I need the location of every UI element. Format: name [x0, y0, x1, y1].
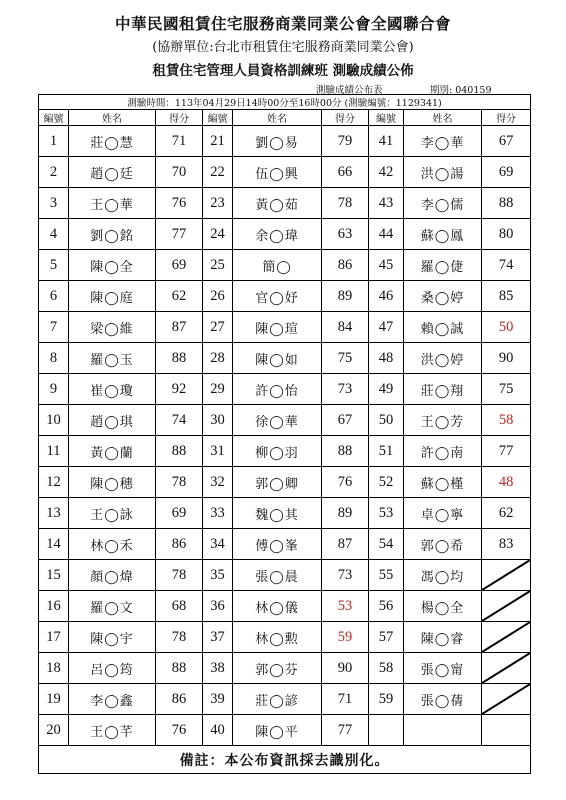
column-header-row [39, 110, 531, 126]
entry-number: 37 [203, 622, 233, 653]
entry-name: 賴◯誠 [404, 312, 482, 343]
entry-name: 陳◯宇 [69, 622, 156, 653]
entry-name: 梁◯維 [69, 312, 156, 343]
entry-number: 49 [369, 374, 404, 405]
entry-name: 陳◯如 [233, 343, 322, 374]
entry-score: 90 [322, 653, 369, 684]
entry-name: 顏◯煒 [69, 560, 156, 591]
table-row [39, 498, 531, 529]
entry-name: 黃◯蘭 [69, 436, 156, 467]
strike-line [482, 591, 530, 621]
entry-score: 87 [156, 312, 203, 343]
entry-name: 劉◯易 [233, 126, 322, 157]
entry-name: 羅◯文 [69, 591, 156, 622]
table-row [39, 312, 531, 343]
entry-number: 43 [369, 188, 404, 219]
entry-score: 67 [482, 126, 531, 157]
entry-number: 16 [39, 591, 69, 622]
entry-score [482, 715, 531, 746]
entry-score: 76 [156, 715, 203, 746]
entry-name: 許◯怡 [233, 374, 322, 405]
column-header: 得分 [322, 110, 369, 126]
entry-number: 54 [369, 529, 404, 560]
entry-score: 80 [482, 219, 531, 250]
entry-number: 17 [39, 622, 69, 653]
entry-name: 陳◯庭 [69, 281, 156, 312]
entry-number: 31 [203, 436, 233, 467]
entry-name: 洪◯諹 [404, 157, 482, 188]
entry-number: 11 [39, 436, 69, 467]
entry-number: 46 [369, 281, 404, 312]
entry-name: 莊◯慧 [69, 126, 156, 157]
entry-name: 黃◯茹 [233, 188, 322, 219]
entry-name: 魏◯其 [233, 498, 322, 529]
table-row [39, 126, 531, 157]
table-row [39, 622, 531, 653]
entry-score: 86 [322, 250, 369, 281]
entry-score: 74 [482, 250, 531, 281]
entry-name: 趙◯廷 [69, 157, 156, 188]
table-row [39, 436, 531, 467]
entry-score: 75 [322, 343, 369, 374]
entry-number: 40 [203, 715, 233, 746]
entry-score: 78 [156, 622, 203, 653]
entry-number: 22 [203, 157, 233, 188]
entry-number: 38 [203, 653, 233, 684]
entry-name: 徐◯華 [233, 405, 322, 436]
entry-name: 桑◯婷 [404, 281, 482, 312]
entry-name: 許◯南 [404, 436, 482, 467]
entry-number: 52 [369, 467, 404, 498]
entry-score: 88 [156, 653, 203, 684]
entry-number: 30 [203, 405, 233, 436]
entry-name: 崔◯瓊 [69, 374, 156, 405]
strike-line [482, 653, 530, 683]
entry-score: 69 [482, 157, 531, 188]
entry-number: 6 [39, 281, 69, 312]
entry-number: 35 [203, 560, 233, 591]
absent-score-cell [482, 684, 531, 715]
entry-score: 77 [482, 436, 531, 467]
entry-name: 張◯蒨 [404, 684, 482, 715]
entry-number: 8 [39, 343, 69, 374]
entry-name: 余◯瑋 [233, 219, 322, 250]
entry-name: 林◯勲 [233, 622, 322, 653]
table-row [39, 405, 531, 436]
entry-name: 張◯甯 [404, 653, 482, 684]
entry-score: 89 [322, 281, 369, 312]
entry-number: 4 [39, 219, 69, 250]
entry-number: 1 [39, 126, 69, 157]
entry-score: 78 [322, 188, 369, 219]
entry-number: 15 [39, 560, 69, 591]
entry-score: 74 [156, 405, 203, 436]
entry-name: 郭◯芬 [233, 653, 322, 684]
column-header: 姓名 [233, 110, 322, 126]
entry-number: 19 [39, 684, 69, 715]
entry-name: 林◯儀 [233, 591, 322, 622]
entry-score: 67 [322, 405, 369, 436]
entry-score: 62 [156, 281, 203, 312]
footer-note: 備註：本公布資訊採去識別化。 [39, 746, 531, 774]
table-row [39, 343, 531, 374]
table-row [39, 157, 531, 188]
entry-number: 32 [203, 467, 233, 498]
entry-score: 89 [322, 498, 369, 529]
entry-number: 34 [203, 529, 233, 560]
entry-score: 68 [156, 591, 203, 622]
entry-number: 33 [203, 498, 233, 529]
column-header: 編號 [39, 110, 69, 126]
entry-score: 92 [156, 374, 203, 405]
entry-score: 63 [322, 219, 369, 250]
entry-number: 47 [369, 312, 404, 343]
entry-score: 62 [482, 498, 531, 529]
entry-name: 官◯妤 [233, 281, 322, 312]
entry-name: 伍◯興 [233, 157, 322, 188]
absent-score-cell [482, 591, 531, 622]
entry-number: 7 [39, 312, 69, 343]
entry-name: 蘇◯槿 [404, 467, 482, 498]
entry-score: 88 [482, 188, 531, 219]
entry-score: 73 [322, 374, 369, 405]
entry-score: 90 [482, 343, 531, 374]
entry-name: 王◯芳 [404, 405, 482, 436]
strike-line [482, 622, 530, 652]
report-meta [0, 82, 566, 94]
entry-score: 48 [482, 467, 531, 498]
entry-number: 58 [369, 653, 404, 684]
entry-number: 2 [39, 157, 69, 188]
entry-score: 53 [322, 591, 369, 622]
entry-score: 71 [156, 126, 203, 157]
entry-score: 69 [156, 250, 203, 281]
entry-name: 陳◯平 [233, 715, 322, 746]
entry-number: 48 [369, 343, 404, 374]
entry-name: 洪◯婷 [404, 343, 482, 374]
table-row [39, 715, 531, 746]
entry-number: 57 [369, 622, 404, 653]
entry-name: 李◯華 [404, 126, 482, 157]
entry-score: 50 [482, 312, 531, 343]
footer-row [39, 746, 531, 774]
table-row [39, 219, 531, 250]
entry-number: 51 [369, 436, 404, 467]
entry-number: 12 [39, 467, 69, 498]
entry-number: 14 [39, 529, 69, 560]
entry-score: 77 [322, 715, 369, 746]
entry-score: 79 [322, 126, 369, 157]
entry-number: 59 [369, 684, 404, 715]
entry-number: 50 [369, 405, 404, 436]
column-header: 編號 [203, 110, 233, 126]
entry-number: 36 [203, 591, 233, 622]
column-header: 編號 [369, 110, 404, 126]
entry-name: 劉◯銘 [69, 219, 156, 250]
strike-line [482, 684, 530, 714]
entry-name: 陳◯全 [69, 250, 156, 281]
entry-name: 莊◯翔 [404, 374, 482, 405]
entry-number: 28 [203, 343, 233, 374]
entry-score: 86 [156, 684, 203, 715]
entry-score: 70 [156, 157, 203, 188]
entry-name: 王◯華 [69, 188, 156, 219]
entry-name: 李◯儒 [404, 188, 482, 219]
entry-number: 24 [203, 219, 233, 250]
entry-number: 3 [39, 188, 69, 219]
entry-score: 83 [482, 529, 531, 560]
entry-name [404, 715, 482, 746]
entry-number: 27 [203, 312, 233, 343]
entry-number [369, 715, 404, 746]
entry-name: 卓◯寧 [404, 498, 482, 529]
entry-name: 楊◯全 [404, 591, 482, 622]
organizer-line: (協辦單位:台北市租賃住宅服務商業同業公會) [152, 40, 414, 55]
exam-info-row [39, 95, 531, 110]
entry-number: 42 [369, 157, 404, 188]
entry-name: 王◯詠 [69, 498, 156, 529]
entry-number: 18 [39, 653, 69, 684]
entry-score: 76 [322, 467, 369, 498]
entry-number: 20 [39, 715, 69, 746]
entry-name: 羅◯玉 [69, 343, 156, 374]
column-header: 得分 [156, 110, 203, 126]
strike-line [482, 560, 530, 590]
entry-name: 莊◯諺 [233, 684, 322, 715]
table-row [39, 374, 531, 405]
entry-score: 69 [156, 498, 203, 529]
entry-score: 58 [482, 405, 531, 436]
exam-info: 測驗時間：113年04月29日14時00分至16時00分 (測驗編號：1129341) [39, 95, 531, 110]
entry-name: 柳◯羽 [233, 436, 322, 467]
entry-number: 13 [39, 498, 69, 529]
entry-name: 李◯鑫 [69, 684, 156, 715]
entry-score: 66 [322, 157, 369, 188]
column-header: 得分 [482, 110, 531, 126]
entry-name: 趙◯琪 [69, 405, 156, 436]
entry-name: 傅◯峯 [233, 529, 322, 560]
entry-name: 郭◯卿 [233, 467, 322, 498]
entry-number: 9 [39, 374, 69, 405]
entry-score: 88 [322, 436, 369, 467]
entry-name: 陳◯瑄 [233, 312, 322, 343]
document-subtitle: 租賃住宅管理人員資格訓練班 測驗成績公佈 [152, 63, 414, 79]
entry-name: 林◯禾 [69, 529, 156, 560]
absent-score-cell [482, 560, 531, 591]
entry-score: 88 [156, 436, 203, 467]
entry-number: 5 [39, 250, 69, 281]
column-header: 姓名 [404, 110, 482, 126]
entry-name: 馮◯均 [404, 560, 482, 591]
entry-name: 郭◯希 [404, 529, 482, 560]
table-row [39, 684, 531, 715]
entry-score: 76 [156, 188, 203, 219]
report-label: 測驗成績公布表 [316, 85, 383, 96]
entry-number: 26 [203, 281, 233, 312]
entry-number: 29 [203, 374, 233, 405]
entry-name: 陳◯睿 [404, 622, 482, 653]
entry-name: 張◯晨 [233, 560, 322, 591]
table-row [39, 529, 531, 560]
entry-number: 41 [369, 126, 404, 157]
entry-score: 77 [156, 219, 203, 250]
entry-score: 85 [482, 281, 531, 312]
period-label: 期別: 040159 [430, 85, 492, 96]
entry-score: 87 [322, 529, 369, 560]
score-table [38, 94, 531, 774]
entry-score: 73 [322, 560, 369, 591]
column-header: 姓名 [69, 110, 156, 126]
table-row [39, 591, 531, 622]
document-title: 中華民國租賃住宅服務商業同業公會全國聯合會 [114, 14, 451, 33]
table-row [39, 281, 531, 312]
entry-score: 86 [156, 529, 203, 560]
table-row [39, 188, 531, 219]
entry-number: 10 [39, 405, 69, 436]
table-row [39, 250, 531, 281]
entry-score: 88 [156, 343, 203, 374]
absent-score-cell [482, 653, 531, 684]
entry-score: 75 [482, 374, 531, 405]
entry-number: 21 [203, 126, 233, 157]
entry-name: 王◯芊 [69, 715, 156, 746]
entry-number: 45 [369, 250, 404, 281]
entry-score: 71 [322, 684, 369, 715]
entry-score: 78 [156, 467, 203, 498]
entry-name: 蘇◯鳳 [404, 219, 482, 250]
entry-name: 陳◯穗 [69, 467, 156, 498]
entry-number: 44 [369, 219, 404, 250]
table-row [39, 653, 531, 684]
entry-name: 羅◯倢 [404, 250, 482, 281]
entry-score: 59 [322, 622, 369, 653]
entry-number: 55 [369, 560, 404, 591]
entry-name: 簡◯ [233, 250, 322, 281]
entry-name: 呂◯筠 [69, 653, 156, 684]
entry-number: 53 [369, 498, 404, 529]
table-row [39, 467, 531, 498]
entry-score: 78 [156, 560, 203, 591]
entry-number: 39 [203, 684, 233, 715]
entry-score: 84 [322, 312, 369, 343]
entry-number: 23 [203, 188, 233, 219]
absent-score-cell [482, 622, 531, 653]
entry-number: 56 [369, 591, 404, 622]
entry-number: 25 [203, 250, 233, 281]
table-row [39, 560, 531, 591]
